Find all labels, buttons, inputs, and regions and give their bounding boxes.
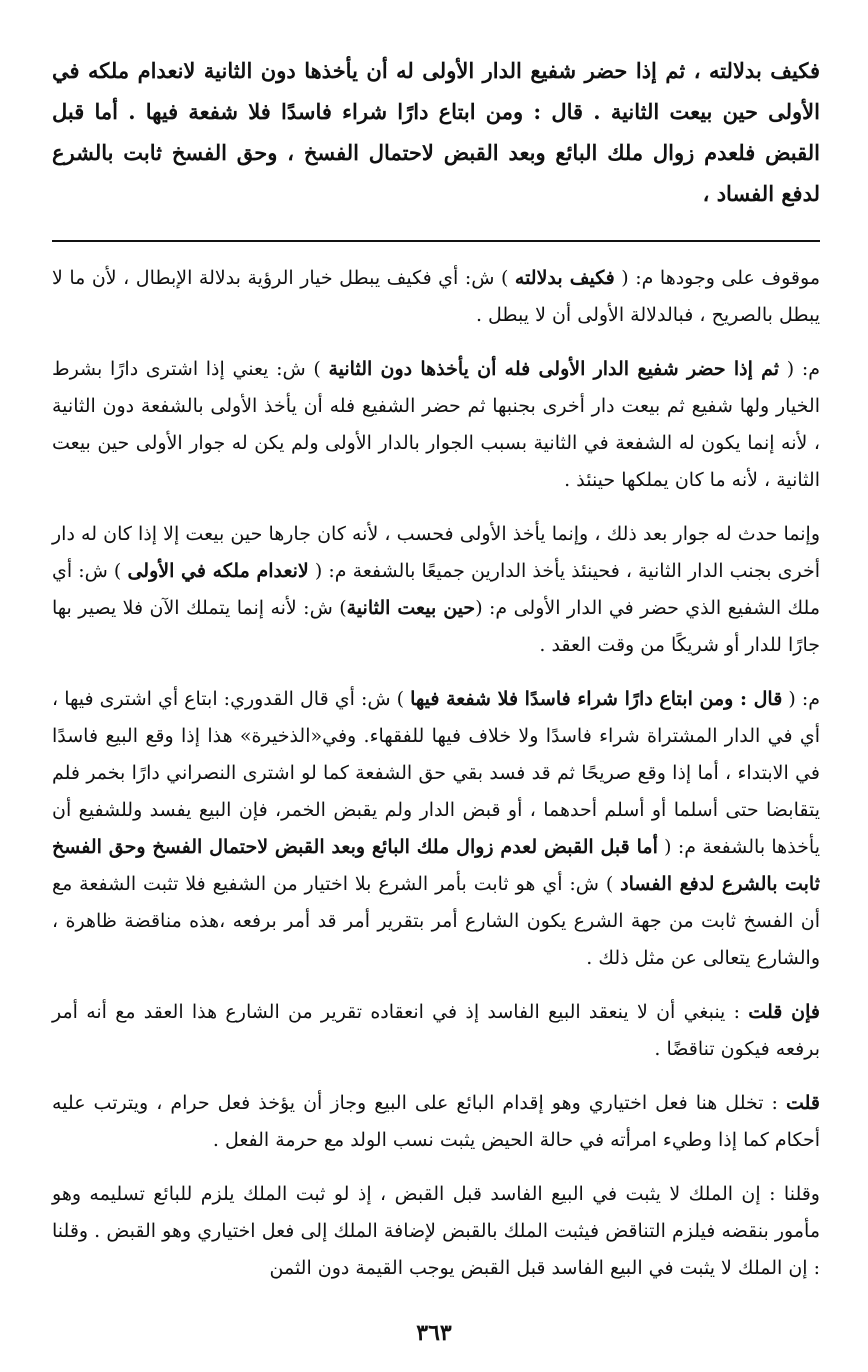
quoted-matn: قال : ومن ابتاع دارًا شراء فاسدًا فلا شفعة فيها bbox=[410, 688, 783, 710]
quoted-matn: أما قبل القبض لعدم زوال ملك البائع وبعد القبض لاحتمال الفسخ وحق الفسخ ثابت بالشرع لدفع الفساد bbox=[52, 836, 820, 895]
commentary-paragraph-2 bbox=[52, 351, 820, 499]
matn-text: فكيف بدلالته ، ثم إذا حضر شفيع الدار الأولى له أن يأخذها دون الثانية لانعدام ملكه في الأولى حين بيعت الثانية . قال : ومن ابتاع دارًا شراء فاسدًا فلا شفعة فيها . أما قبل القبض فلعدم زوال ملك البائع وبعد القبض لاحتمال الفسخ ، وحق الفسخ ثابت بالشرع لدفع الفساد ، bbox=[52, 58, 820, 206]
text-span: م: ( bbox=[782, 688, 820, 710]
page-number: ٣٦٣ bbox=[416, 1320, 452, 1346]
text-span: م: ( bbox=[779, 358, 820, 380]
text-span: موقوف على وجودها م: ( bbox=[614, 267, 821, 289]
commentary-paragraph-5 bbox=[52, 994, 820, 1068]
text-span: ) ش: أي ملك الشفيع الذي حضر في الدار الأولى م: ( bbox=[52, 560, 820, 619]
commentary-paragraph-7: وقلنا : إن الملك لا يثبت في البيع الفاسد قبل القبض ، إذ لو ثبت الملك يلزم للبائع تسليمه وهو مأمور بنقضه فيلزم التناقض فيثبت الملك بالقبض لإضافة الملك إلى فعل اختياري وهو القبض . وقلنا : إن الملك لا يثبت في البيع الفاسد قبل القبض يوجب القيمة دون الثمن bbox=[52, 1183, 820, 1279]
quoted-matn: لانعدام ملكه في الأولى bbox=[127, 560, 309, 582]
commentary-paragraph-1 bbox=[52, 260, 820, 334]
quoted-matn: حين بيعت الثانية bbox=[346, 597, 476, 619]
text-span: وإنما حدث له جوار بعد ذلك ، وإنما يأخذ الأولى فحسب ، لأنه كان جارها حين بيعت إلا إذا كان له دار أخرى بجنب الدار الثانية ، فحينئذ يأخذ الدارين جميعًا بالشفعة م: ( bbox=[52, 523, 821, 582]
answer-label: قلت bbox=[785, 1092, 820, 1114]
text-span: ) ش: لأنه إنما يتملك الآن فلا يصير بها جارًا للدار أو شريكًا من وقت العقد . bbox=[52, 597, 820, 656]
text-span: ) ش: يعني إذا اشترى دارًا بشرط الخيار ولها شفيع ثم بيعت دار أخرى بجنبها ثم حضر الشفيع فله أن يأخذ الأولى بالشفعة دون الثانية ، لأنه إنما يكون له الشفعة في الثانية بسبب الجوار بالدار الأولى ولم يكن له جوار الأولى حين بيعت الثانية ، لأنه ما كان يملكها حينئذ . bbox=[52, 358, 820, 491]
text-span: : ينبغي أن لا ينعقد البيع الفاسد إذ في انعقاده تقرير من الشارع هذا العقد مع أنه أمر برفعه فيكون تناقضًا . bbox=[52, 1001, 820, 1060]
text-span: ) ش: أي هو ثابت بأمر الشرع بلا اختيار من الشفيع فلا تثبت الشفعة مع أن الفسخ ثابت من جهة الشرع يكون الشارع أمر بتقرير أمر قد أمر برفعه ،هذه مناقضة ظاهرة ، والشارع يتعالى عن مثل ذلك . bbox=[52, 873, 820, 969]
objection-label: فإن قلت bbox=[748, 1001, 820, 1023]
quoted-matn: فكيف بدلالته bbox=[514, 267, 615, 289]
commentary bbox=[52, 260, 820, 1287]
text-span: : تخلل هنا فعل اختياري وهو إقدام البائع على البيع وجاز أن يؤخذ فعل حرام ، ويترتب عليه أحكام كما إذا وطيء امرأته في حالة الحيض يثبت نسب الولد مع حرمة الفعل . bbox=[52, 1092, 820, 1151]
text-span: ) ش: أي قال القدوري: ابتاع أي اشترى فيها ، أي في الدار المشتراة شراء فاسدًا ولا خلاف فيها للفقهاء. وفي«الذخيرة» هذا إذا وقع البيع فاسدًا في الابتداء ، أما إذا وقع صريحًا ثم قد فسد بقي حق الشفعة كما لو اشترى النصراني دارًا بخمر فلم يتقابضا حتى أسلما أو أسلم أحدهما ، أو قبض الدار ولم يقبض الخمر، فإن البيع يفسد وللشفيع أن يأخذها بالشفعة م: ( bbox=[52, 688, 820, 858]
quoted-matn: ثم إذا حضر شفيع الدار الأولى فله أن يأخذها دون الثانية bbox=[328, 358, 780, 380]
section-divider bbox=[52, 240, 820, 242]
commentary-paragraph-3 bbox=[52, 516, 820, 664]
book-page bbox=[52, 50, 820, 1372]
commentary-paragraph-6 bbox=[52, 1085, 820, 1159]
commentary-paragraph-4 bbox=[52, 681, 820, 977]
text-span: ) ش: أي فكيف يبطل خيار الرؤية بدلالة الإبطال ، لأن ما لا يبطل بالصريح ، فبالدلالة الأولى أن لا يبطل . bbox=[52, 267, 820, 326]
